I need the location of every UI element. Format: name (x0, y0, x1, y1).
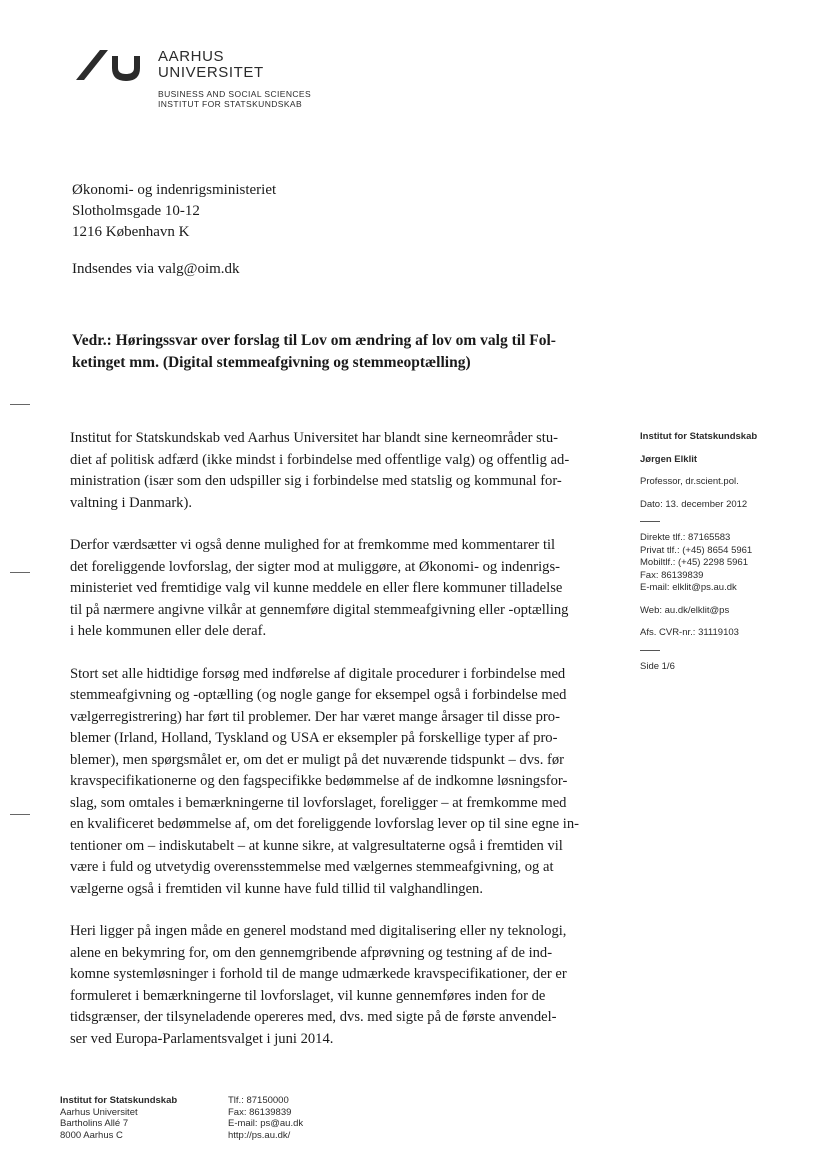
body-line: formuleret i bemærkningerne til lovforslaget, vil kunne gennemføres inden for de (70, 987, 546, 1004)
footer-line: Tlf.: 87150000 (228, 1095, 289, 1106)
footer-address (60, 1095, 177, 1141)
footer-line: Institut for Statskundskab (60, 1095, 178, 1106)
body-line: vælgerne også i fremtiden vil kunne have fuld tillid til valghandlingen. (70, 880, 483, 897)
sidebar-cvr: Afs. CVR-nr.: 31119103 (640, 627, 739, 638)
sidebar-contact: Fax: 86139839 (640, 569, 704, 581)
subject-line: Vedr.: Høringssvar over forslag til Lov om ændring af lov om valg til Fol- (72, 332, 556, 349)
sidebar-divider (640, 521, 660, 522)
recipient-line: Økonomi- og indenrigsministeriet (72, 182, 277, 198)
body-paragraph (70, 428, 618, 514)
body-line: være i fuld og utvetydig overensstemmelse med vælgernes stemmeafgivning, og at (70, 859, 554, 875)
body-paragraph (70, 664, 618, 901)
aarhus-university-logo (74, 44, 150, 84)
body-line: Institut for Statskundskab ved Aarhus Universitet har blandt sine kerneområder stu- (70, 430, 558, 446)
sidebar-contact: Direkte tlf.: 87165583 (640, 532, 731, 543)
sidebar-title: Professor, dr.scient.pol. (640, 476, 739, 487)
sidebar-institute: Institut for Statskundskab (640, 431, 758, 442)
body-line: det foreliggende lovforslag, der sigter mod at muliggøre, at Økonomi- og indenrigs- (70, 558, 560, 575)
body-line: til på nærmere angivne vilkår at gennemføre digital stemmeafgivning eller -optælling (70, 601, 569, 618)
sidebar-date: Dato: 13. december 2012 (640, 498, 748, 510)
submission-note: Indsendes via valg@oim.dk (72, 261, 240, 277)
recipient-address (72, 180, 276, 243)
sidebar-web: Web: au.dk/elklit@ps (640, 604, 730, 616)
body-line: slag, som omtales i bemærkningerne til lovforslaget, foreligger – at fremkomme med (70, 794, 567, 811)
body-paragraph (70, 535, 618, 643)
body-line: blemer (Irland, Holland, Tyskland og USA er eksempler på forskellige typer af pro- (70, 730, 558, 746)
fold-mark (10, 814, 30, 815)
body-line: komne systemløsninger i forhold til de mange udmærkede kravspecifikationer, der er (70, 966, 567, 982)
letter-subject (72, 330, 632, 374)
body-line: Heri ligger på ingen måde en generel modstand med digitalisering eller ny teknologi, (70, 923, 567, 939)
body-line: stemmeafgivning og -optælling (og nogle gange for eksempel også i forbindelse med (70, 687, 567, 703)
body-line: ministration (især som den udspiller sig i forbindelse med statslig og kommunal for- (70, 473, 562, 489)
body-line: diet af politisk adfærd (ikke mindst i forbindelse med offentlige valg) og offentlig ad- (70, 451, 570, 468)
sidebar-divider (640, 650, 660, 651)
sidebar-email: E-mail: elklit@ps.au.dk (640, 582, 737, 593)
body-line: ser ved Europa-Parlamentsvalget i juni 2014. (70, 1030, 334, 1047)
letter-body (70, 428, 618, 1071)
footer-line: http://ps.au.dk/ (228, 1129, 291, 1141)
body-line: en kvalificeret bedømmelse af, om det foreliggende lovforslag lever op til sine egne in- (70, 816, 579, 832)
body-line: alene en bekymring for, om den gennemgribende afprøvning og testning af de ind- (70, 944, 553, 961)
fold-mark (10, 404, 30, 405)
body-line: vælgerregistrering) har ført til problemer. Der har været mange årsager til disse pro- (70, 708, 560, 725)
subject-line: ketinget mm. (Digital stemmeafgivning og stemmeoptælling) (72, 354, 471, 371)
recipient-line: 1216 København K (72, 224, 190, 240)
recipient-line: Slotholmsgade 10-12 (72, 203, 200, 219)
sidebar-contact: Mobiltlf.: (+45) 2298 5961 (640, 557, 748, 568)
page-number: Side 1/6 (640, 660, 675, 672)
body-line: Derfor værdsætter vi også denne mulighed for at fremkomme med kommentarer til (70, 537, 556, 553)
footer-line: Aarhus Universitet (60, 1106, 138, 1118)
university-name-line-2: UNIVERSITET (158, 64, 264, 81)
sidebar-contact: Privat tlf.: (+45) 8654 5961 (640, 544, 753, 556)
footer-line: 8000 Aarhus C (60, 1129, 123, 1141)
sidebar-author: Jørgen Elklit (640, 453, 698, 465)
body-paragraph (70, 921, 618, 1050)
sender-sidebar (640, 431, 815, 673)
body-line: valtning i Danmark). (70, 494, 192, 511)
body-line: tidsgrænser, der tilsyneladende opereres med, dvs. med sigte på de første anvendel- (70, 1009, 557, 1025)
footer-line: Fax: 86139839 (228, 1106, 292, 1118)
university-header (158, 49, 311, 109)
footer-line: Bartholins Allé 7 (60, 1118, 129, 1129)
body-line: kravspecifikationerne og den fagspecifikke bedømmelse af de indkomne løsningsfor- (70, 773, 568, 789)
faculty-name: BUSINESS AND SOCIAL SCIENCES (158, 89, 312, 99)
university-name-line-1: AARHUS (158, 48, 225, 65)
fold-mark (10, 572, 30, 573)
body-line: ministeriet ved fremtidige valg vil kunne meddele en eller flere kommuner tilladelse (70, 580, 563, 596)
body-line: blemer), men spørgsmålet er, om det er muligt på det nuværende tidspunkt – dvs. før (70, 751, 565, 768)
body-line: Stort set alle hidtidige forsøg med indførelse af digitale procedurer i forbindelse med (70, 665, 566, 682)
footer-line: E-mail: ps@au.dk (228, 1118, 304, 1129)
footer-contact (228, 1095, 303, 1141)
body-line: tentioner om – indiskutabelt – at kunne sikre, at valgresultaterne også i fremtiden vil (70, 837, 563, 854)
body-line: i hele kommunen eller dele deraf. (70, 623, 267, 639)
department-name: INSTITUT FOR STATSKUNDSKAB (158, 99, 303, 109)
